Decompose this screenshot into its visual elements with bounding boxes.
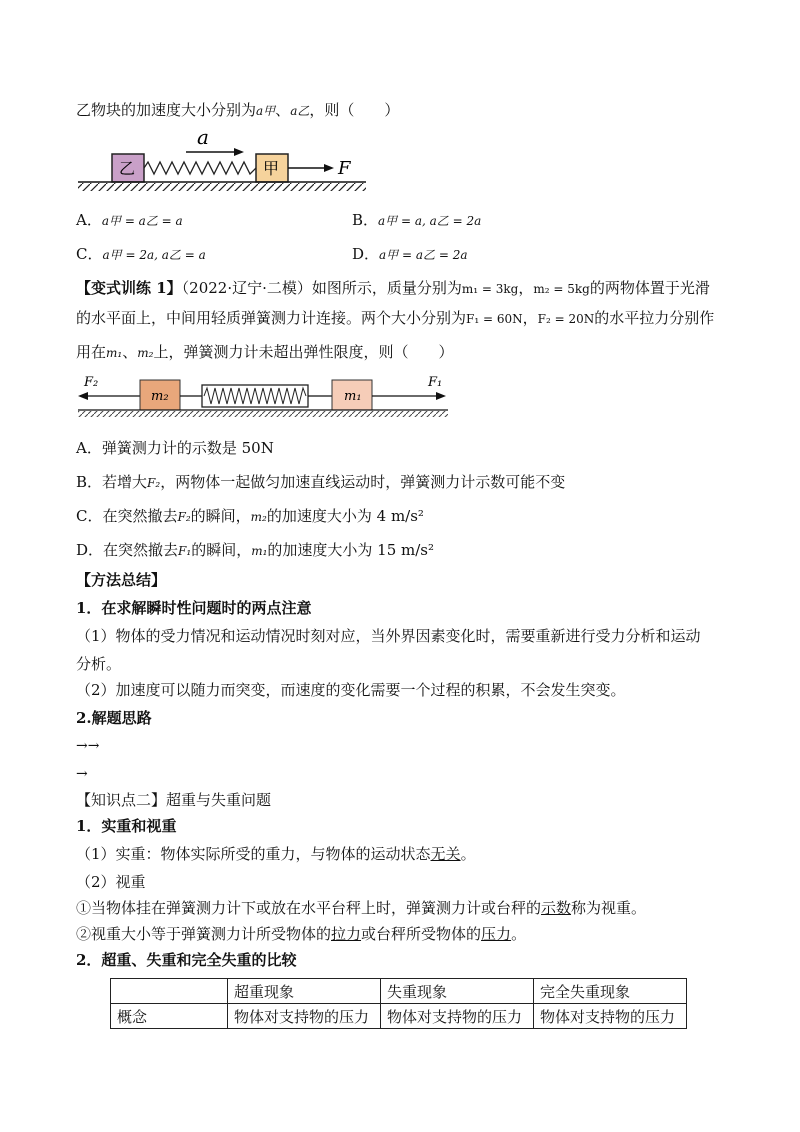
intro-tail: ，则（ ）	[309, 101, 400, 119]
variant-line-2	[76, 308, 714, 329]
variant-option-a[interactable]	[76, 438, 274, 458]
separator: ，	[518, 279, 534, 297]
option-a[interactable]	[76, 210, 183, 231]
spring	[144, 162, 256, 174]
option-letter: B．	[352, 211, 379, 229]
m2-value: m₂ = 5kg	[533, 282, 590, 296]
a-yi-symbol: a乙	[290, 104, 310, 118]
option-text: 若增大	[102, 473, 148, 491]
separator: ，	[522, 309, 538, 327]
f1-symbol: F₁	[178, 544, 192, 558]
separator: 、	[122, 343, 138, 361]
text: 称为视重。	[571, 899, 647, 917]
option-text: 弹簧测力计的示数是 50N	[101, 439, 274, 457]
method-point-2: 2.解题思路	[76, 709, 152, 727]
arrows-line-2: →	[76, 766, 88, 782]
separator: 、	[275, 101, 291, 119]
option-text: 的瞬间，	[191, 541, 252, 559]
apparent-weight-line: （2）视重	[76, 873, 146, 891]
text: （1）实重：物体实际所受的重力，与物体的运动状态	[76, 845, 431, 863]
table-header-cell	[111, 979, 228, 1004]
option-text: ，两物体一起做匀加速直线运动时，弹簧测力计示数可能不变	[160, 473, 566, 491]
table-cell: 物体对支持物的压力	[381, 1004, 534, 1029]
text: 或台秤所受物体的	[361, 925, 482, 943]
method-p1b: 分析。	[76, 655, 122, 673]
method-heading: 【方法总结】	[76, 571, 167, 589]
label-jia: 甲	[263, 159, 280, 178]
variant-text: 的水平拉力分别作	[594, 309, 715, 327]
intro-text: 乙物块的加速度大小分别为	[76, 101, 257, 119]
option-b[interactable]	[352, 210, 481, 231]
m1-symbol: m₁	[251, 544, 268, 558]
text: ②视重大小等于弹簧测力计所受物体的	[76, 925, 332, 943]
section-2-title: 2．超重、失重和完全失重的比较	[76, 951, 297, 969]
knowledge-heading: 【知识点二】超重与失重问题	[76, 791, 272, 809]
figure-spring-blocks	[74, 128, 374, 198]
real-weight-line	[76, 844, 476, 864]
variant-line-1	[76, 278, 710, 299]
m2-symbol: m₂	[137, 346, 154, 360]
f1-value: F₁ = 60N	[466, 312, 523, 326]
option-text: 的加速度大小为 4 m/s²	[266, 507, 424, 525]
option-expr: a甲 = 2a, a乙 = a	[102, 248, 206, 262]
table-cell: 物体对支持物的压力	[228, 1004, 381, 1029]
variant-text: 用在	[76, 343, 107, 361]
ground-hatch	[78, 183, 366, 191]
underlined-term: 压力	[481, 925, 512, 943]
circle-2-line	[76, 924, 526, 944]
arrows-line-1: →→	[76, 738, 100, 754]
underlined-term: 示数	[541, 899, 572, 917]
a-jia-symbol: a甲	[256, 104, 276, 118]
option-letter: C．	[76, 245, 103, 263]
label-F1: F₁	[428, 375, 443, 390]
option-c[interactable]	[76, 244, 206, 265]
label-F: F	[338, 158, 351, 179]
underlined-term: 拉力	[331, 925, 362, 943]
option-letter: A．	[76, 211, 102, 229]
table-header-row	[111, 979, 687, 1004]
label-a: a	[197, 128, 209, 149]
table-row	[111, 1004, 687, 1029]
circle-1-line	[76, 898, 646, 918]
method-point-1: 1．在求解瞬时性问题时的两点注意	[76, 599, 312, 617]
table-header-cell: 超重现象	[228, 979, 381, 1004]
underlined-term: 无关	[430, 845, 461, 863]
f2-value: F₂ = 20N	[537, 312, 595, 326]
label-m1: m₁	[344, 389, 362, 404]
option-letter: C．	[76, 507, 103, 525]
variant-tag: 【变式训练 1】	[76, 279, 182, 297]
method-p1a: （1）物体的受力情况和运动情况时刻对应，当外界因素变化时，需要重新进行受力分析和运动	[76, 627, 701, 645]
variant-source: （2022·辽宁·二模）如图所示，质量分别为	[181, 279, 462, 297]
m2-symbol: m₂	[250, 510, 267, 524]
option-letter: A．	[76, 439, 102, 457]
variant-line-3	[76, 342, 453, 363]
variant-option-d[interactable]	[76, 540, 434, 561]
option-text: 的加速度大小为 15 m/s²	[267, 541, 435, 559]
f2-symbol: F₂	[147, 476, 161, 490]
table-cell: 概念	[111, 1004, 228, 1029]
option-expr: a甲 = a, a乙 = 2a	[378, 214, 482, 228]
method-p2: （2）加速度可以随力而突变，而速度的变化需要一个过程的积累，不会发生突变。	[76, 681, 626, 699]
table-cell: 物体对支持物的压力	[534, 1004, 687, 1029]
table-header-cell: 完全失重现象	[534, 979, 687, 1004]
option-text: 在突然撤去	[102, 507, 178, 525]
option-text: 在突然撤去	[103, 541, 179, 559]
table-header-cell: 失重现象	[381, 979, 534, 1004]
option-expr: a甲 = a乙 = a	[101, 214, 183, 228]
variant-option-c[interactable]	[76, 506, 424, 527]
variant-text: 的水平面上，中间用轻质弹簧测力计连接。两个大小分别为	[76, 309, 467, 327]
label-F2: F₂	[84, 375, 99, 390]
ground-hatch	[78, 411, 448, 417]
text: 。	[460, 845, 476, 863]
option-letter: D．	[352, 245, 380, 263]
m1-value: m₁ = 3kg	[461, 282, 519, 296]
variant-option-b[interactable]	[76, 472, 565, 493]
figure-spring-scale	[76, 372, 456, 422]
option-letter: D．	[76, 541, 104, 559]
option-d[interactable]	[352, 244, 468, 265]
label-yi: 乙	[119, 159, 136, 178]
text: ①当物体挂在弹簧测力计下或放在水平台秤上时，弹簧测力计或台秤的	[76, 899, 542, 917]
section-1-title: 1．实重和视重	[76, 817, 177, 835]
comparison-table	[110, 978, 687, 1029]
text: 。	[511, 925, 527, 943]
variant-text: 的两物体置于光滑	[589, 279, 710, 297]
option-text: 的瞬间，	[190, 507, 251, 525]
f2-symbol: F₂	[177, 510, 191, 524]
option-expr: a甲 = a乙 = 2a	[379, 248, 468, 262]
question-intro	[76, 100, 399, 121]
variant-text: 上，弹簧测力计未超出弹性限度，则（ ）	[153, 343, 454, 361]
option-letter: B．	[76, 473, 103, 491]
m1-symbol: m₁	[106, 346, 123, 360]
label-m2: m₂	[151, 389, 169, 404]
